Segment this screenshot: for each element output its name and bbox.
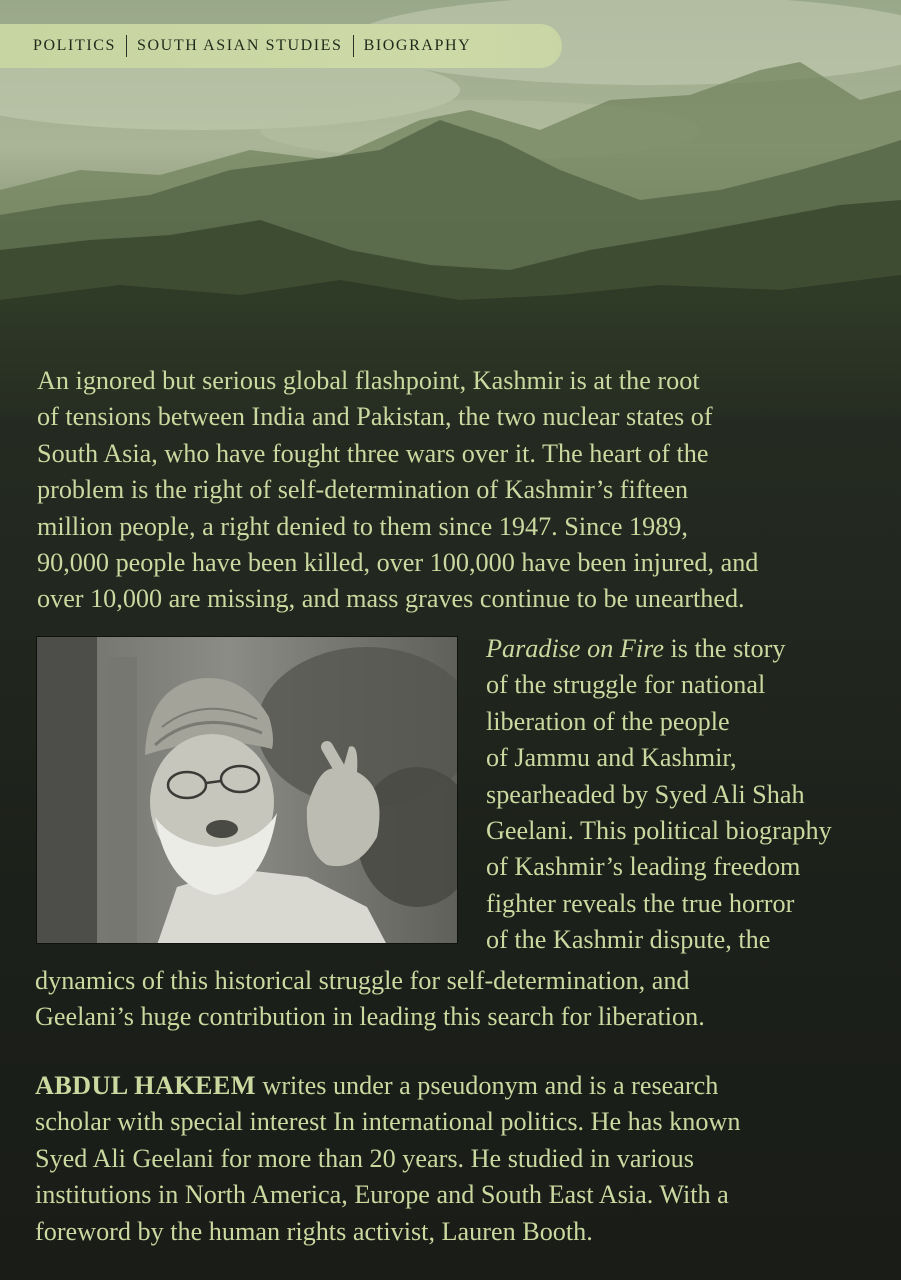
intro-line: million people, a right denied to them since 1947. Since 1989, — [37, 511, 688, 541]
intro-line: 90,000 people have been killed, over 100,000 have been injured, and — [37, 548, 759, 578]
story-line: of the struggle for national — [486, 670, 766, 700]
category-divider — [353, 35, 354, 57]
category-band — [0, 24, 562, 68]
category-politics: POLITICS — [33, 37, 117, 54]
book-title: Paradise on Fire — [486, 634, 664, 663]
story-line: dynamics of this historical struggle for self-determination, and — [35, 966, 690, 995]
story-line: of the Kashmir dispute, the — [486, 925, 771, 955]
category-divider — [126, 35, 127, 57]
story-line: fighter reveals the true horror — [486, 888, 795, 918]
author-bio — [35, 1068, 867, 1250]
bio-line: institutions in North America, Europe and South East Asia. With a — [35, 1180, 729, 1210]
story-line: of Jammu and Kashmir, — [486, 743, 737, 773]
portrait-image — [37, 637, 458, 944]
author-subject-photo — [36, 636, 458, 944]
story-line — [486, 631, 891, 667]
bio-line: scholar with special interest In international politics. He has known — [35, 1107, 741, 1137]
story-line: spearheaded by Syed Ali Shah — [486, 779, 805, 809]
intro-line: over 10,000 are missing, and mass graves continue to be unearthed. — [37, 584, 745, 614]
bio-line: Syed Ali Geelani for more than 20 years. He studied in various — [35, 1143, 694, 1173]
intro-line: of tensions between India and Pakistan, the two nuclear states of — [37, 402, 713, 432]
bio-line: foreword by the human rights activist, Lauren Booth. — [35, 1216, 593, 1246]
intro-line: An ignored but serious global flashpoint, Kashmir is at the root — [37, 366, 700, 395]
intro-paragraph — [37, 363, 887, 618]
category-biography: BIOGRAPHY — [363, 37, 472, 54]
bio-line-text: writes under a pseudonym and is a research — [255, 1071, 719, 1100]
intro-line: problem is the right of self-determination of Kashmir’s fifteen — [37, 475, 689, 505]
intro-line: South Asia, who have fought three wars over it. The heart of the — [37, 438, 709, 468]
category-south-asian-studies: SOUTH ASIAN STUDIES — [137, 37, 343, 54]
story-paragraph — [486, 631, 891, 959]
bio-line — [35, 1068, 867, 1104]
story-line-text: is the story — [663, 634, 786, 663]
story-paragraph-continued — [35, 963, 885, 1036]
author-name: ABDUL HAKEEM — [35, 1071, 256, 1100]
story-line: Geelani’s huge contribution in leading this search for liberation. — [35, 1002, 705, 1032]
story-line: Geelani. This political biography — [486, 816, 832, 846]
story-line: of Kashmir’s leading freedom — [486, 852, 801, 882]
story-line: liberation of the people — [486, 706, 730, 736]
